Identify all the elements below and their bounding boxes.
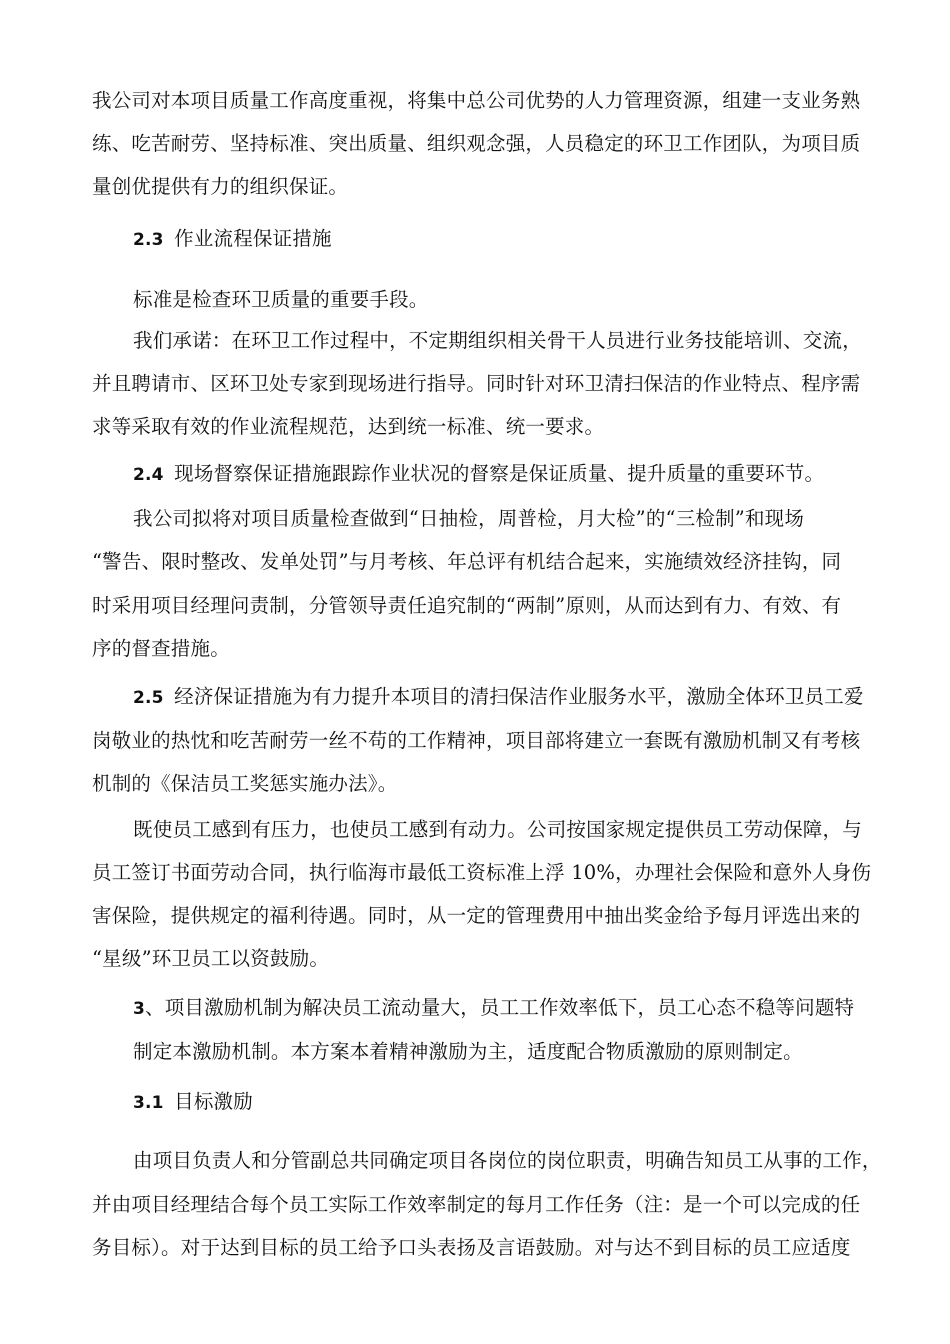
section-title: 现场督察保证措施跟踪作业状况的督察是保证质量、提升质量的重要环节。 [174,462,825,485]
section-heading-2-5 [133,684,933,711]
section-number: 2.4 [133,465,164,485]
paragraph-line: 机制的《保洁员工奖惩实施办法》。 [92,772,398,795]
section-number: 2.5 [133,688,164,708]
paragraph-line: 标准是检查环卫质量的重要手段。 [133,288,429,311]
paragraph-line: 序的督查措施。 [92,637,230,660]
paragraph-line: 练、吃苦耐劳、坚持标准、突出质量、组织观念强，人员稳定的环卫工作团队，为项目质 [92,132,861,155]
paragraph-line: 我们承诺：在环卫工作过程中，不定期组织相关骨干人员进行业务技能培训、交流， [133,329,862,352]
section-heading-3-1 [133,1089,933,1116]
paragraph-line: 我公司对本项目质量工作高度重视，将集中总公司优势的人力管理资源，组建一支业务熟 [92,89,861,112]
section-heading-2-3 [133,226,933,253]
section-number: 3 [133,999,146,1019]
section-heading-3 [133,995,933,1022]
paragraph-line: 员工签订书面劳动合同，执行临海市最低工资标准上浮 10%，办理社会保险和意外人身伤 [92,861,872,884]
paragraph-line: 岗敬业的热忱和吃苦耐劳一丝不苟的工作精神，项目部将建立一套既有激励机制又有考核 [92,729,861,752]
paragraph-line: 既使员工感到有压力，也使员工感到有动力。公司按国家规定提供员工劳动保障，与 [133,818,862,841]
paragraph-line: 求等采取有效的作业流程规范，达到统一标准、统一要求。 [92,415,605,438]
paragraph-line: 制定本激励机制。本方案本着精神激励为主，适度配合物质激励的原则制定。 [133,1040,803,1063]
section-title: 目标激励 [174,1090,253,1113]
paragraph-line: 并由项目经理结合每个员工实际工作效率制定的每月工作任务（注：是一个可以完成的任 [92,1193,861,1216]
paragraph-line: 务目标）。对于达到目标的员工给予口头表扬及言语鼓励。对与达不到目标的员工应适度 [92,1236,851,1259]
paragraph-line: 害保险，提供规定的福利待遇。同时，从一定的管理费用中抽出奖金给予每月评选出来的 [92,904,861,927]
paragraph-line: 由项目负责人和分管副总共同确定项目各岗位的岗位职责，明确告知员工从事的工作， [133,1149,882,1172]
paragraph-line: 量创优提供有力的组织保证。 [92,175,349,198]
paragraph-line: “星级”环卫员工以资鼓励。 [92,947,330,970]
section-title: 经济保证措施为有力提升本项目的清扫保洁作业服务水平，激励全体环卫员工爱 [174,685,864,708]
paragraph-line: “警告、限时整改、发单处罚”与月考核、年总评有机结合起来，实施绩效经济挂钩，同 [92,550,842,573]
section-number: 3.1 [133,1093,164,1113]
section-title: 、项目激励机制为解决员工流动量大，员工工作效率低下，员工心态不稳等问题特 [145,996,855,1019]
section-number: 2.3 [133,230,164,250]
paragraph-line: 并且聘请市、区环卫处专家到现场进行指导。同时针对环卫清扫保洁的作业特点、程序需 [92,372,861,395]
paragraph-line: 我公司拟将对项目质量检查做到“日抽检，周普检，月大检”的“三检制”和现场 [133,507,805,530]
paragraph-line: 时采用项目经理问责制，分管领导责任追究制的“两制”原则，从而达到有力、有效、有 [92,594,842,617]
section-heading-2-4 [133,461,933,488]
section-title: 作业流程保证措施 [174,227,332,250]
